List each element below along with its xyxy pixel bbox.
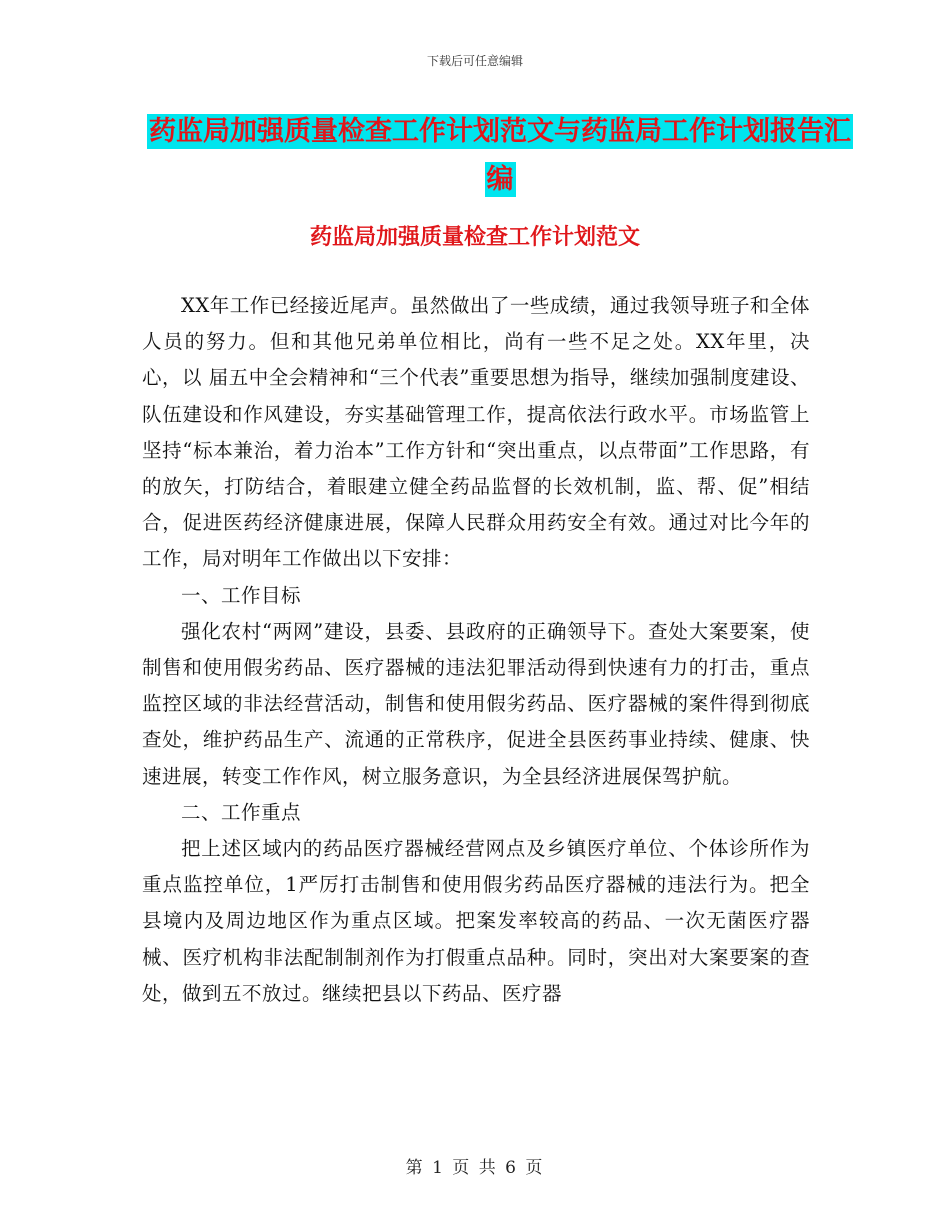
paragraph: 把上述区域内的药品医疗器械经营网点及乡镇医疗单位、个体诊所作为重点监控单位，1严厉打击制售和使用假劣药品医疗器械的违法行为。把全县境内及周边地区作为重点区域。把案发率较高的药品、一次无菌医疗器械、医疗机构非法配制制剂作为打假重点品种。同时，突出对大案要案的查处，做到五不放过。继续把县以下药品、医疗器 (142, 837, 810, 1005)
page-header-note: 下载后可任意编辑 (426, 54, 523, 68)
document-title (140, 108, 860, 204)
section-title: 药监局加强质量检查工作计划范文 (309, 225, 640, 250)
document-title-text: 药监局加强质量检查工作计划范文与药监局工作计划报告汇编 (149, 116, 851, 195)
paragraph-heading: 二、工作重点 (181, 800, 302, 824)
paragraph-heading: 一、工作目标 (181, 583, 302, 607)
page-number-footer: 第 1 页 共 6 页 (405, 1158, 545, 1178)
document-body (142, 288, 810, 1012)
paragraph: 强化农村“两网”建设，县委、县政府的正确领导下。查处大案要案，使制售和使用假劣药品、医疗器械的违法犯罪活动得到快速有力的打击，重点监控区域的非法经营活动，制售和使用假劣药品、医疗器械的案件得到彻底查处，维护药品生产、流通的正常秩序，促进全县医药事业持续、健康、快速进展，转变工作作风，树立服务意识，为全县经济进展保驾护航。 (142, 619, 810, 788)
paragraph: XX年工作已经接近尾声。虽然做出了一些成绩，通过我领导班子和全体人员的努力。但和其他兄弟单位相比，尚有一些不足之处。XX年里，决心，以 届五中全会精神和“三个代表”重要思想为指导，继续加强制度建设、队伍建设和作风建设，夯实基础管理工作，提高依法行政水平。市场监管上坚持“标本兼治，着力治本”工作方针和“突出重点，以点带面”工作思路，有的放矢，打防结合，着眼建立健全药品监督的长效机制，监、帮、促”相结合，促进医药经济健康进展，保障人民群众用药安全有效。通过对比今年的工作，局对明年工作做出以下安排： (142, 294, 810, 571)
